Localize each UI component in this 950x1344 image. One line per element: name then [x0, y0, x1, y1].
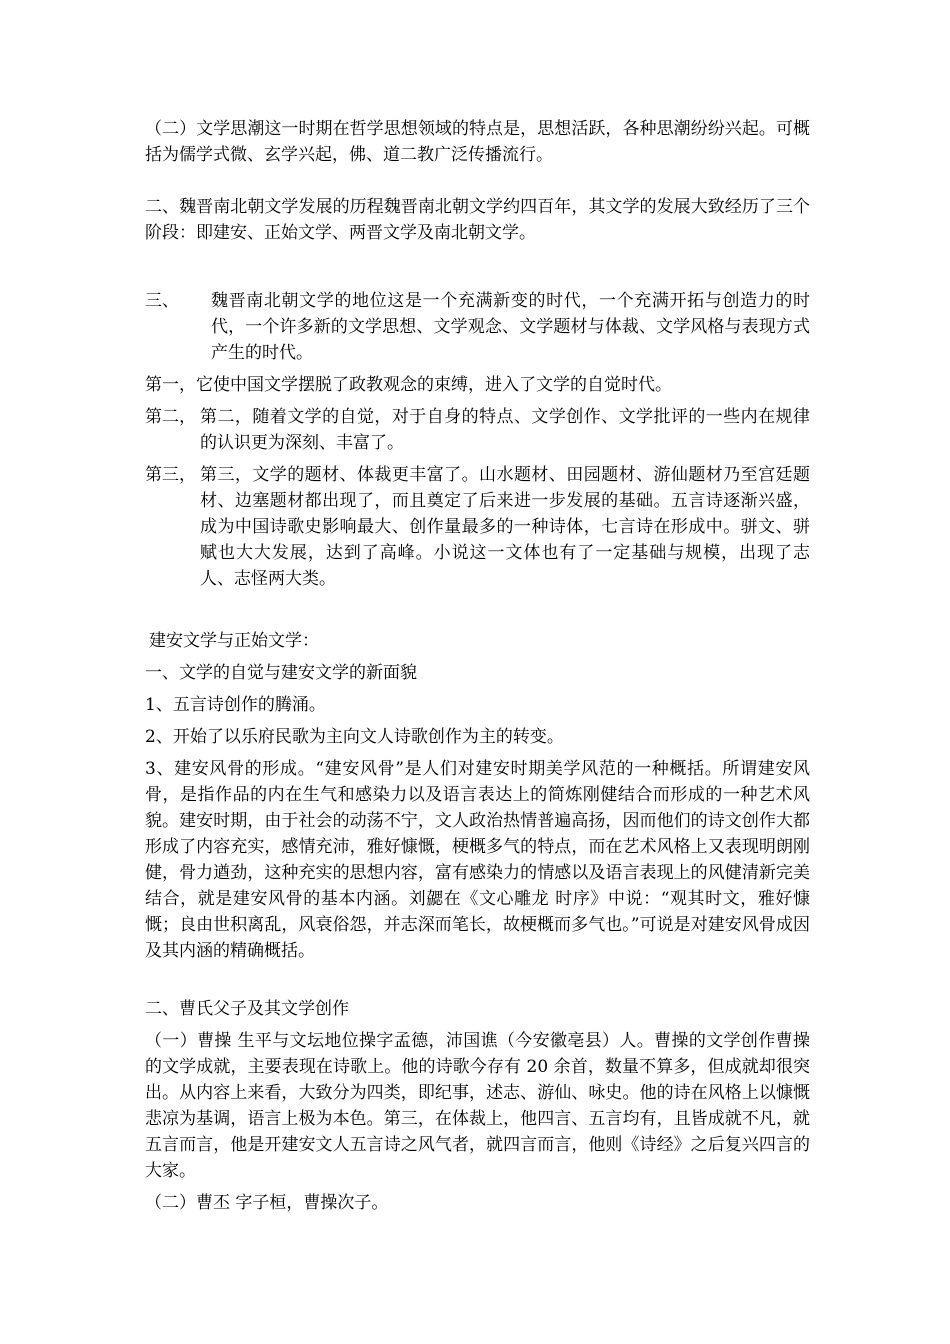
paragraph-literary-trends: （二）文学思潮这一时期在哲学思想领域的特点是，思想活跃，各种思潮纷纷兴起。可概括为儒学式微、玄学兴起，佛、道二教广泛传播流行。: [145, 119, 810, 165]
section-title-jianan: 建安文学与正始文学：: [149, 631, 319, 651]
paragraph-development-history: 二、魏晋南北朝文学发展的历程魏晋南北朝文学约四百年，其文学的发展大致经历了三个阶段：即建安、正始文学、两晋文学及南北朝文学。: [145, 197, 810, 243]
list-item-yuefu-transition: 2、开始了以乐府民歌为主向文人诗歌创作为主的转变。: [145, 727, 564, 747]
point-second-text: 第二，随着文学的自觉，对于自身的特点、文学创作、文学批评的一些内在规律的认识更为深刻、丰富了。: [200, 407, 810, 453]
section-three-label: 三、: [145, 291, 179, 311]
list-item-five-character-poetry: 1、五言诗创作的腾涌。: [145, 695, 326, 715]
list-item-jianan-fenggu: 3、建安风骨的形成。“建安风骨”是人们对建安时期美学风范的一种概括。所谓建安风骨，是指作品的内在生气和感染力以及语言表达上的简炼刚健结合而形成的一种艺术风貌。建安时期，由于社会的动荡不宁，文人政治热情普遍高扬，因而他们的诗文创作大都形成了内容充实，感情充沛，雅好慷慨，梗概多气的特点，而在艺术风格上又表现明朗刚健，骨力遒劲，这种充实的思想内容，富有感染力的情感以及语言表现上的风健清新完美结合，就是建安风骨的基本内涵。刘勰在《文心雕龙 时序》中说：“观其时文，雅好慷慨；良由世积离乱，风衰俗怨，并志深而笔长，故梗概而多气也。”可说是对建安风骨成因及其内涵的精确概括。: [145, 759, 810, 961]
section-three-text-content: 魏晋南北朝文学的地位这是一个充满新变的时代，一个充满开拓与创造力的时代，一个许多新的文学思想、文学观念、文学题材与体裁、文学风格与表现方式产生的时代。: [211, 291, 810, 363]
point-third-label: 第三，: [145, 465, 196, 485]
heading-literary-consciousness: 一、文学的自觉与建安文学的新面貌: [145, 663, 417, 683]
point-second-label: 第二，: [145, 407, 196, 427]
paragraph-cao-pi: （二）曹丕 字子桓，曹操次子。: [145, 1193, 389, 1213]
section-three-text: [211, 288, 810, 366]
document-body: [145, 116, 810, 1216]
point-first: 第一，它使中国文学摆脱了政教观念的束缚，进入了文学的自觉时代。: [145, 375, 672, 395]
heading-cao-family: 二、曹氏父子及其文学创作: [145, 999, 349, 1019]
section-three-status: [145, 288, 810, 366]
point-second: [145, 404, 810, 456]
point-third-text: 第三，文学的题材、体裁更丰富了。山水题材、田园题材、游仙题材乃至宫廷题材、边塞题材都出现了，而且奠定了后来进一步发展的基础。五言诗逐渐兴盛，成为中国诗歌史影响最大、创作量最多的一种诗体，七言诗在形成中。骈文、骈赋也大大发展，达到了高峰。小说这一文体也有了一定基础与规模，出现了志人、志怪两大类。: [200, 465, 810, 589]
point-third: [145, 462, 810, 592]
paragraph-cao-cao: （一）曹操 生平与文坛地位操字孟德，沛国谯（今安徽亳县）人。曹操的文学创作曹操的文学成就，主要表现在诗歌上。他的诗歌今存有 20 余首，数量不算多，但成就却很突出。从内容上来看，大致分为四类，即纪事，述志、游仙、咏史。他的诗在风格上以慷慨悲凉为基调，语言上极为本色。第三，在体裁上，他四言、五言均有，且皆成就不凡，就五言而言，他是开建安文人五言诗之风气者，就四言而言，他则《诗经》之后复兴四言的大家。: [145, 1031, 810, 1181]
